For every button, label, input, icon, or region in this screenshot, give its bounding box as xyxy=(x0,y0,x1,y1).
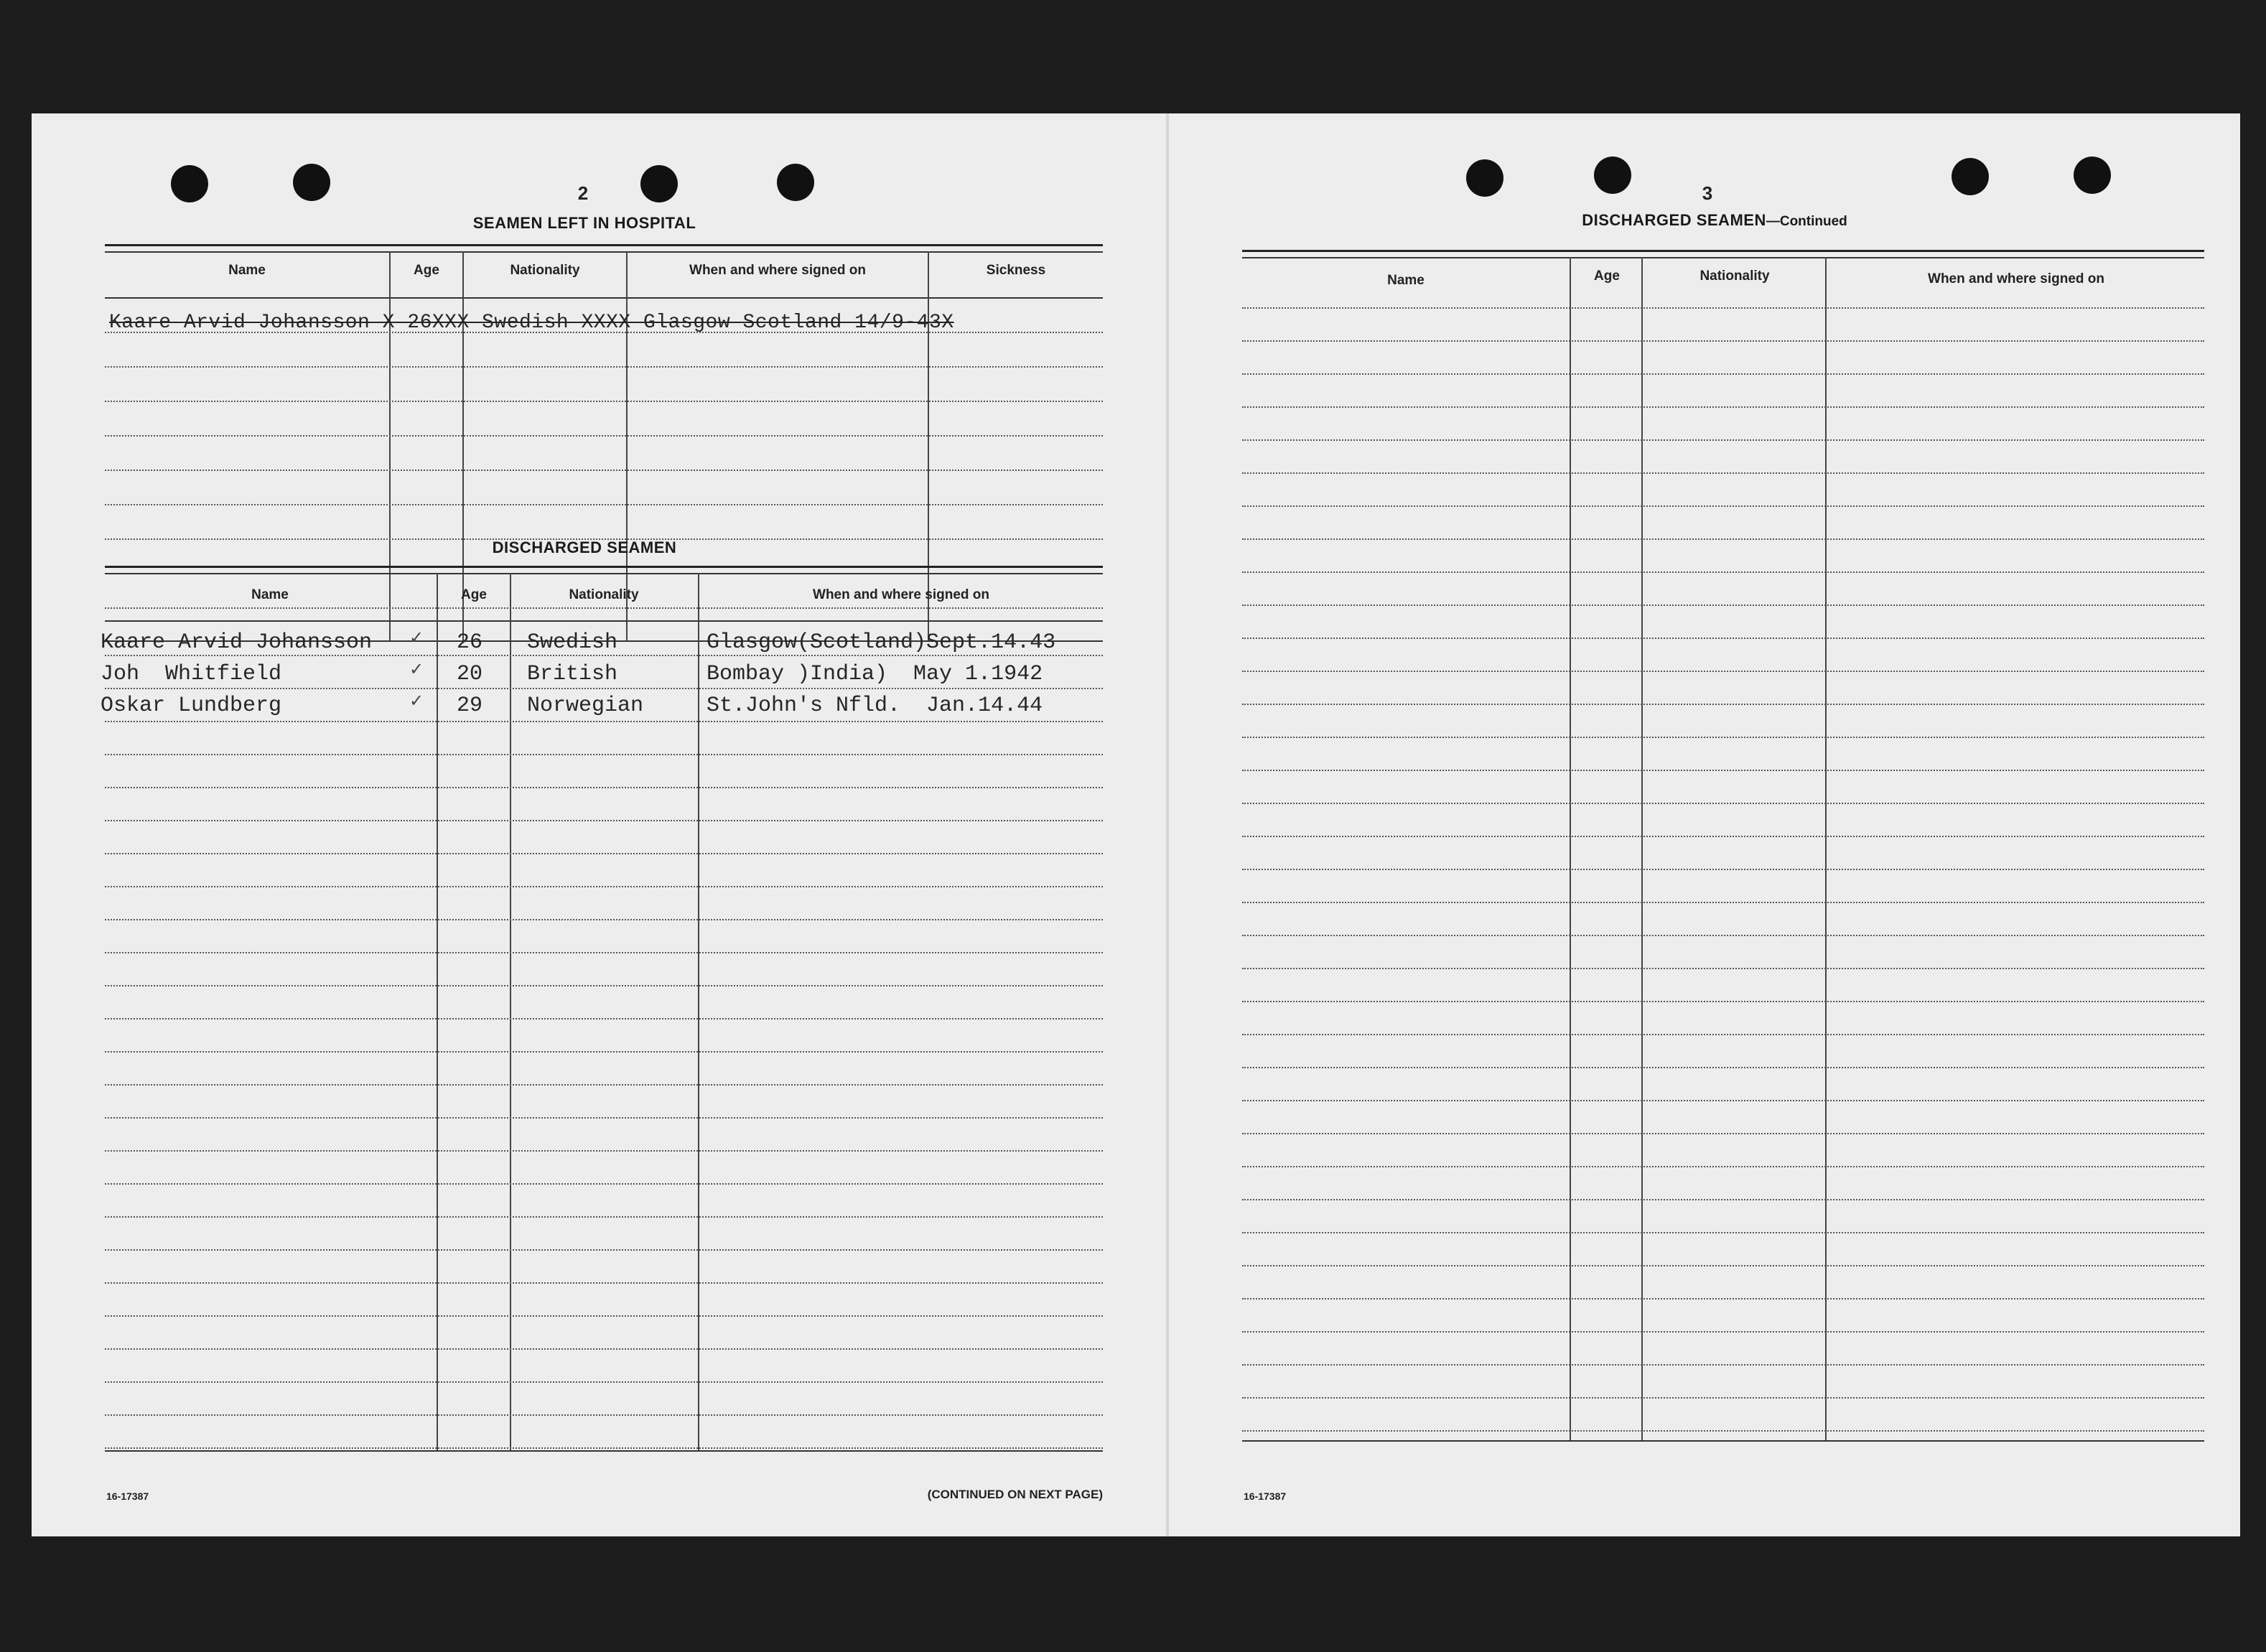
discharged-row-line xyxy=(105,1216,1103,1218)
continued-row-line xyxy=(1242,538,2204,540)
col-signed-on-header: When and where signed on xyxy=(813,587,989,602)
form-sheet xyxy=(32,113,2240,1536)
continued-row-line xyxy=(1242,935,2204,936)
check-mark: ✓ xyxy=(409,691,424,711)
continued-row-line xyxy=(1242,968,2204,969)
discharged-row-line xyxy=(105,1315,1103,1317)
continued-row-line xyxy=(1242,638,2204,639)
discharged-row-line xyxy=(105,787,1103,788)
form-number: 16-17387 xyxy=(1244,1490,1287,1502)
col-name-header: Name xyxy=(1387,273,1425,288)
discharged-row-line xyxy=(105,655,1103,656)
continued-row-line xyxy=(1242,1001,2204,1002)
discharged-row-line xyxy=(105,1117,1103,1119)
discharged-row-line xyxy=(105,1084,1103,1086)
continued-row-line xyxy=(1242,1166,2204,1167)
form-number: 16-17387 xyxy=(106,1490,149,1502)
continued-row-line xyxy=(1242,1331,2204,1333)
continued-row-line xyxy=(1242,1067,2204,1068)
col-signed-on-header: When and where signed on xyxy=(689,263,866,278)
continued-row-line xyxy=(1242,373,2204,375)
discharged-row-line xyxy=(105,1414,1103,1416)
discharged-name: Oskar Lundberg xyxy=(101,694,282,718)
hospital-section-title: SEAMEN LEFT IN HOSPITAL xyxy=(472,214,696,232)
discharged-nationality: British xyxy=(527,662,618,686)
discharged-row-line xyxy=(105,919,1103,920)
col-name-header: Name xyxy=(228,263,266,278)
col-nationality-header: Nationality xyxy=(1700,269,1770,284)
continued-row-line xyxy=(1242,902,2204,903)
discharged-row-line xyxy=(105,688,1103,689)
continued-row-line xyxy=(1242,1397,2204,1399)
continued-row-line xyxy=(1242,1133,2204,1134)
discharged-row-line xyxy=(105,1447,1103,1449)
continued-row-line xyxy=(1242,571,2204,573)
discharged-row-line xyxy=(105,754,1103,755)
col-age-header: Age xyxy=(1594,269,1620,284)
continued-row-line xyxy=(1242,869,2204,870)
page-number: 2 xyxy=(577,182,589,204)
discharged-row-line xyxy=(105,1150,1103,1152)
discharged-row-line xyxy=(105,886,1103,887)
discharged-row-line xyxy=(105,1348,1103,1350)
discharged-age: 26 xyxy=(457,630,483,655)
continued-row-line xyxy=(1242,307,2204,309)
continued-row-line xyxy=(1242,704,2204,705)
col-signed-on-header: When and where signed on xyxy=(1928,271,2104,286)
continued-row-line xyxy=(1242,1364,2204,1366)
discharged-row-line xyxy=(105,1282,1103,1284)
discharged-age: 20 xyxy=(457,662,483,686)
continued-row-line xyxy=(1242,472,2204,474)
title-continued: —Continued xyxy=(1766,214,1847,229)
continued-row-line xyxy=(1242,1430,2204,1432)
continued-note: (CONTINUED ON NEXT PAGE) xyxy=(927,1488,1103,1501)
continued-row-line xyxy=(1242,505,2204,507)
discharged-row-line xyxy=(105,820,1103,821)
continued-row-line xyxy=(1242,1265,2204,1266)
discharged-row-line xyxy=(105,1249,1103,1251)
col-nationality-header: Nationality xyxy=(510,263,580,278)
discharged-section-title: DISCHARGED SEAMEN xyxy=(492,538,677,556)
discharged-continued-title xyxy=(1514,211,1916,230)
discharged-row-line xyxy=(105,1018,1103,1019)
discharged-row-line xyxy=(105,952,1103,953)
continued-row-line xyxy=(1242,1232,2204,1233)
continued-row-line xyxy=(1242,770,2204,771)
discharged-name: Joh Whitfield xyxy=(101,662,282,686)
discharged-row-line xyxy=(105,1051,1103,1053)
col-age-header: Age xyxy=(414,263,439,278)
continued-row-line xyxy=(1242,803,2204,804)
struck-hospital-entry: Kaare Arvid Johansson X 26XXX Swedish XXXX Glasgow Scotland 14/9-43X xyxy=(109,312,954,334)
right-page xyxy=(1169,113,2240,1536)
discharged-row-line xyxy=(105,721,1103,722)
discharged-row-line xyxy=(105,853,1103,854)
discharged-age: 29 xyxy=(457,694,483,718)
continued-row-line xyxy=(1242,1100,2204,1101)
discharged-row-line xyxy=(105,1183,1103,1185)
check-mark: ✓ xyxy=(409,627,424,648)
discharged-nationality: Swedish xyxy=(527,630,618,655)
continued-row-line xyxy=(1242,836,2204,837)
discharged-signed-on: Bombay )India) May 1.1942 xyxy=(707,662,1043,686)
discharged-signed-on: St.John's Nfld. Jan.14.44 xyxy=(707,694,1043,718)
discharged-row-line xyxy=(105,1381,1103,1383)
check-mark: ✓ xyxy=(409,659,424,679)
continued-row-line xyxy=(1242,737,2204,738)
continued-row-line xyxy=(1242,340,2204,342)
discharged-name: Kaare Arvid Johansson xyxy=(101,630,373,655)
title-main: DISCHARGED SEAMEN xyxy=(1582,211,1766,229)
discharged-row-line xyxy=(105,985,1103,986)
col-sickness-header: Sickness xyxy=(986,263,1046,278)
col-nationality-header: Nationality xyxy=(569,587,639,602)
page-number: 3 xyxy=(1702,182,1713,204)
continued-row-line xyxy=(1242,605,2204,606)
discharged-signed-on: Glasgow(Scotland)Sept.14.43 xyxy=(707,630,1056,655)
col-age-header: Age xyxy=(461,587,487,602)
left-page xyxy=(32,113,1166,1536)
discharged-nationality: Norwegian xyxy=(527,694,644,718)
continued-row-line xyxy=(1242,671,2204,672)
continued-row-line xyxy=(1242,1298,2204,1299)
col-name-header: Name xyxy=(251,587,289,602)
continued-row-line xyxy=(1242,439,2204,441)
continued-row-line xyxy=(1242,1199,2204,1200)
continued-row-line xyxy=(1242,406,2204,408)
continued-row-line xyxy=(1242,1034,2204,1035)
